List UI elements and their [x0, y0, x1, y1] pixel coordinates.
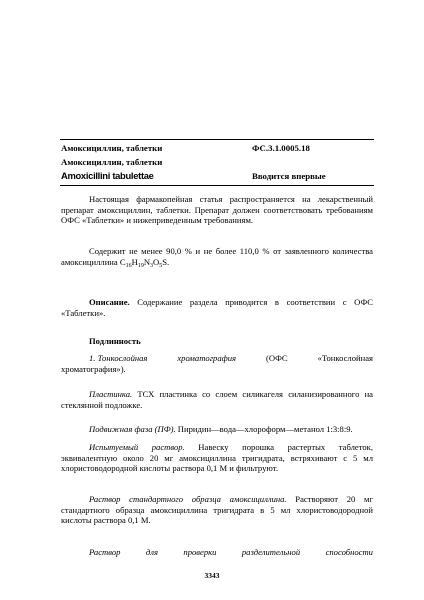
mobile-phase-paragraph [61, 424, 373, 435]
tlc-line-2: хроматография»). [61, 363, 126, 374]
description-label: Описание. [89, 297, 130, 307]
article-code: ФС.3.1.0005.18 [252, 143, 310, 153]
formula-o: O [153, 256, 160, 267]
plate-text: ТСХ пластинка со слоем силикагеля силанизированного на стеклянной подложке. [61, 389, 373, 410]
resolution-word-2: для [145, 547, 158, 557]
tlc-word-3: (ОФС [265, 353, 288, 363]
plate-paragraph [61, 389, 373, 410]
tlc-line-1 [61, 353, 373, 364]
header-top-rule [60, 139, 374, 140]
resolution-word-4: разделительной [241, 547, 301, 557]
test-solution-label: Испытуемый раствор. [89, 442, 185, 452]
resolution-line-1 [61, 547, 373, 558]
mobile-phase-label: Подвижная фаза (ПФ). [89, 424, 176, 434]
header-bottom-rule [60, 185, 374, 186]
formula-o-count: 5 [159, 262, 163, 269]
formula-c-count: 16 [125, 262, 132, 269]
tlc-word-4: «Тонкослойная [317, 353, 373, 363]
identity-heading-text: Подлинность [89, 336, 141, 346]
standard-solution-label: Раствор стандартного образца амоксициллина. [89, 494, 287, 504]
resolution-word-1: Раствор [89, 547, 121, 557]
content-paragraph [61, 246, 373, 267]
plate-label: Пластинка. [89, 389, 133, 399]
formula-n: N [143, 256, 151, 267]
content-text: Содержит не менее 90,0 % и не более 110,0 % от заявленного количества амоксициллина C [61, 246, 373, 267]
standard-solution-paragraph [61, 494, 373, 526]
resolution-word-3: проверки [183, 547, 217, 557]
title-ru-1: Амоксициллин, таблетки [61, 143, 163, 153]
tlc-word-1: 1. Тонкослойная [89, 353, 148, 363]
tlc-word-2: хроматография [177, 353, 237, 363]
intro-paragraph: Настоящая фармакопейная статья распространяется на лекарственный препарат амоксициллин, таблетки. Препарат должен соответствовать требованиям ОФС «Таблетки» и нижеприведенным требованиям. [61, 194, 373, 226]
formula-n-count: 3 [150, 262, 154, 269]
resolution-solution-paragraph [61, 547, 373, 558]
formula-s: S. [162, 256, 170, 267]
mobile-phase-text: Пиридин—вода—хлороформ—метанол 1:3:8:9. [175, 424, 353, 434]
resolution-word-5: способности [325, 547, 373, 557]
title-ru-2: Амоксициллин, таблетки [61, 157, 163, 167]
standard-solution-text: Растворяют 20 мг стандартного образца амоксициллина тригидрата в 5 мл хлористоводородной кислоты раствора 0,1 М. [61, 494, 374, 526]
title-latin: Amoxicillini tabulettae [61, 170, 154, 181]
formula-h: H [131, 256, 138, 267]
formula-h-count: 19 [137, 262, 144, 269]
description-paragraph [61, 297, 373, 318]
description-text: Содержание раздела приводится в соответствии с ОФС «Таблетки». [61, 297, 373, 318]
tlc-paragraph [61, 353, 373, 374]
test-solution-text: Навеску порошка растертых таблеток, эквивалентную около 20 мг амоксициллина тригидрата, встряхивают с 5 мл хлористоводородной кислоты раствора 0,1 М и фильтруют. [61, 442, 373, 474]
page-number: 3343 [204, 571, 220, 580]
test-solution-paragraph [61, 442, 373, 474]
status-note: Вводится впервые [252, 171, 326, 181]
identity-heading [61, 336, 373, 347]
